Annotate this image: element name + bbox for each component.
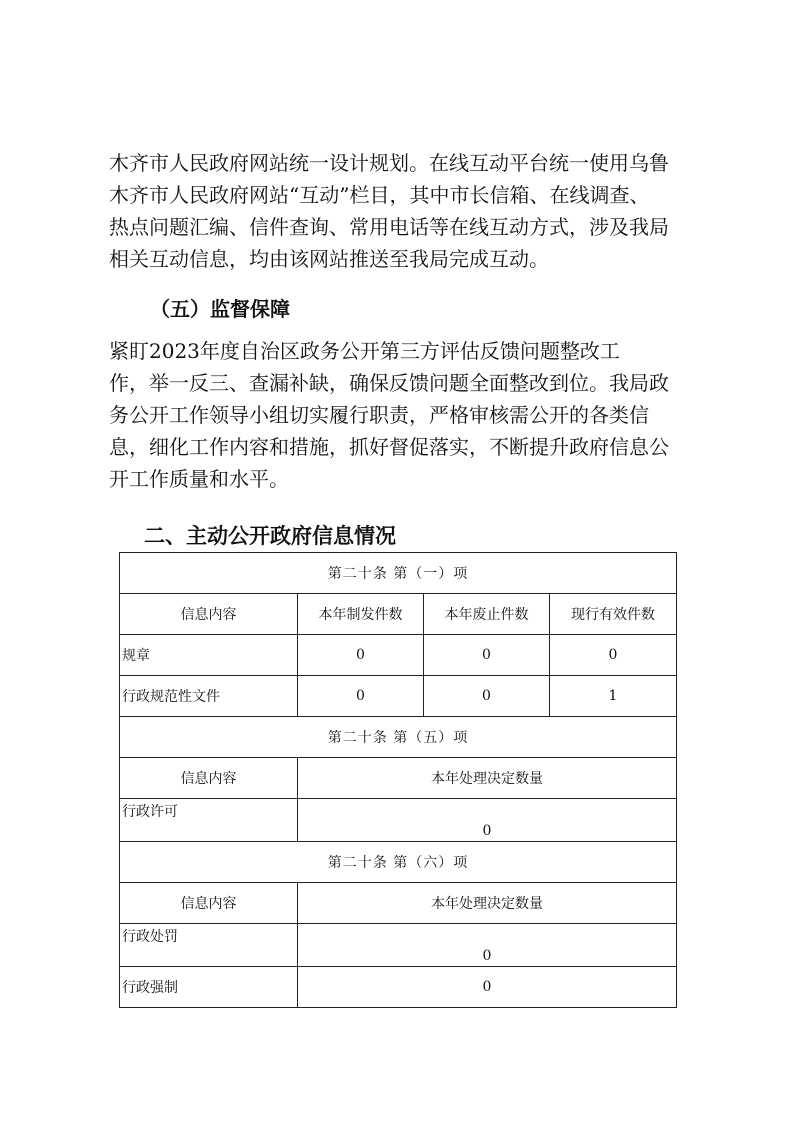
subheading-supervision: （五）监督保障 [150, 297, 290, 321]
paragraph-line: 热点问题汇编、信件查询、常用电话等在线互动方式，涉及我局 [109, 215, 669, 239]
paragraph-line: 相关互动信息，均由该网站推送至我局完成互动。 [109, 247, 549, 271]
disclosure-table [119, 552, 677, 1008]
value-cell: 1 [550, 676, 677, 717]
value-cell: 0 [298, 635, 424, 676]
header-cell: 本年处理决定数量 [298, 883, 677, 924]
header-cell: 信息内容 [120, 883, 298, 924]
table-header-row [120, 594, 677, 635]
table-row [120, 676, 677, 717]
table-row [120, 799, 677, 842]
header-cell: 本年废止件数 [424, 594, 550, 635]
value-cell: 0 [298, 799, 677, 842]
header-cell: 现行有效件数 [550, 594, 677, 635]
row-label: 规章 [120, 635, 298, 676]
header-cell: 信息内容 [120, 758, 298, 799]
section-title-cell: 第二十条 第（六）项 [120, 842, 677, 883]
section-title-cell: 第二十条 第（五）项 [120, 717, 677, 758]
value-cell: 0 [298, 676, 424, 717]
paragraph-line: 木齐市人民政府网站“互动”栏目，其中市长信箱、在线调查、 [109, 183, 650, 207]
paragraph-supervision [109, 335, 686, 495]
paragraph-interaction-platform [109, 147, 686, 275]
paragraph-line: 紧盯2023年度自治区政务公开第三方评估反馈问题整改工 [109, 339, 620, 363]
paragraph-line: 木齐市人民政府网站统一设计规划。在线互动平台统一使用乌鲁 [109, 151, 669, 175]
table-header-row [120, 758, 677, 799]
row-label: 行政规范性文件 [120, 676, 298, 717]
value-cell: 0 [424, 676, 550, 717]
section-title: 二、主动公开政府信息情况 [144, 524, 396, 548]
header-cell: 信息内容 [120, 594, 298, 635]
table-row [120, 635, 677, 676]
table-row [120, 967, 677, 1008]
header-cell: 本年制发件数 [298, 594, 424, 635]
table-section-header [120, 553, 677, 594]
value-cell: 0 [424, 635, 550, 676]
row-label: 行政处罚 [120, 924, 298, 967]
row-label: 行政许可 [120, 799, 298, 842]
paragraph-line: 务公开工作领导小组切实履行职责，严格审核需公开的各类信 [109, 403, 649, 427]
paragraph-line: 开工作质量和水平。 [109, 467, 289, 491]
section-title-cell: 第二十条 第（一）项 [120, 553, 677, 594]
table-row [120, 924, 677, 967]
paragraph-line: 息，细化工作内容和措施，抓好督促落实，不断提升政府信息公 [109, 435, 669, 459]
paragraph-line: 作，举一反三、查漏补缺，确保反馈问题全面整改到位。我局政 [109, 371, 669, 395]
value-cell: 0 [298, 924, 677, 967]
header-cell: 本年处理决定数量 [298, 758, 677, 799]
table-section-header [120, 717, 677, 758]
value-cell: 0 [298, 967, 677, 1008]
table-header-row [120, 883, 677, 924]
row-label: 行政强制 [120, 967, 298, 1008]
value-cell: 0 [550, 635, 677, 676]
table-section-header [120, 842, 677, 883]
